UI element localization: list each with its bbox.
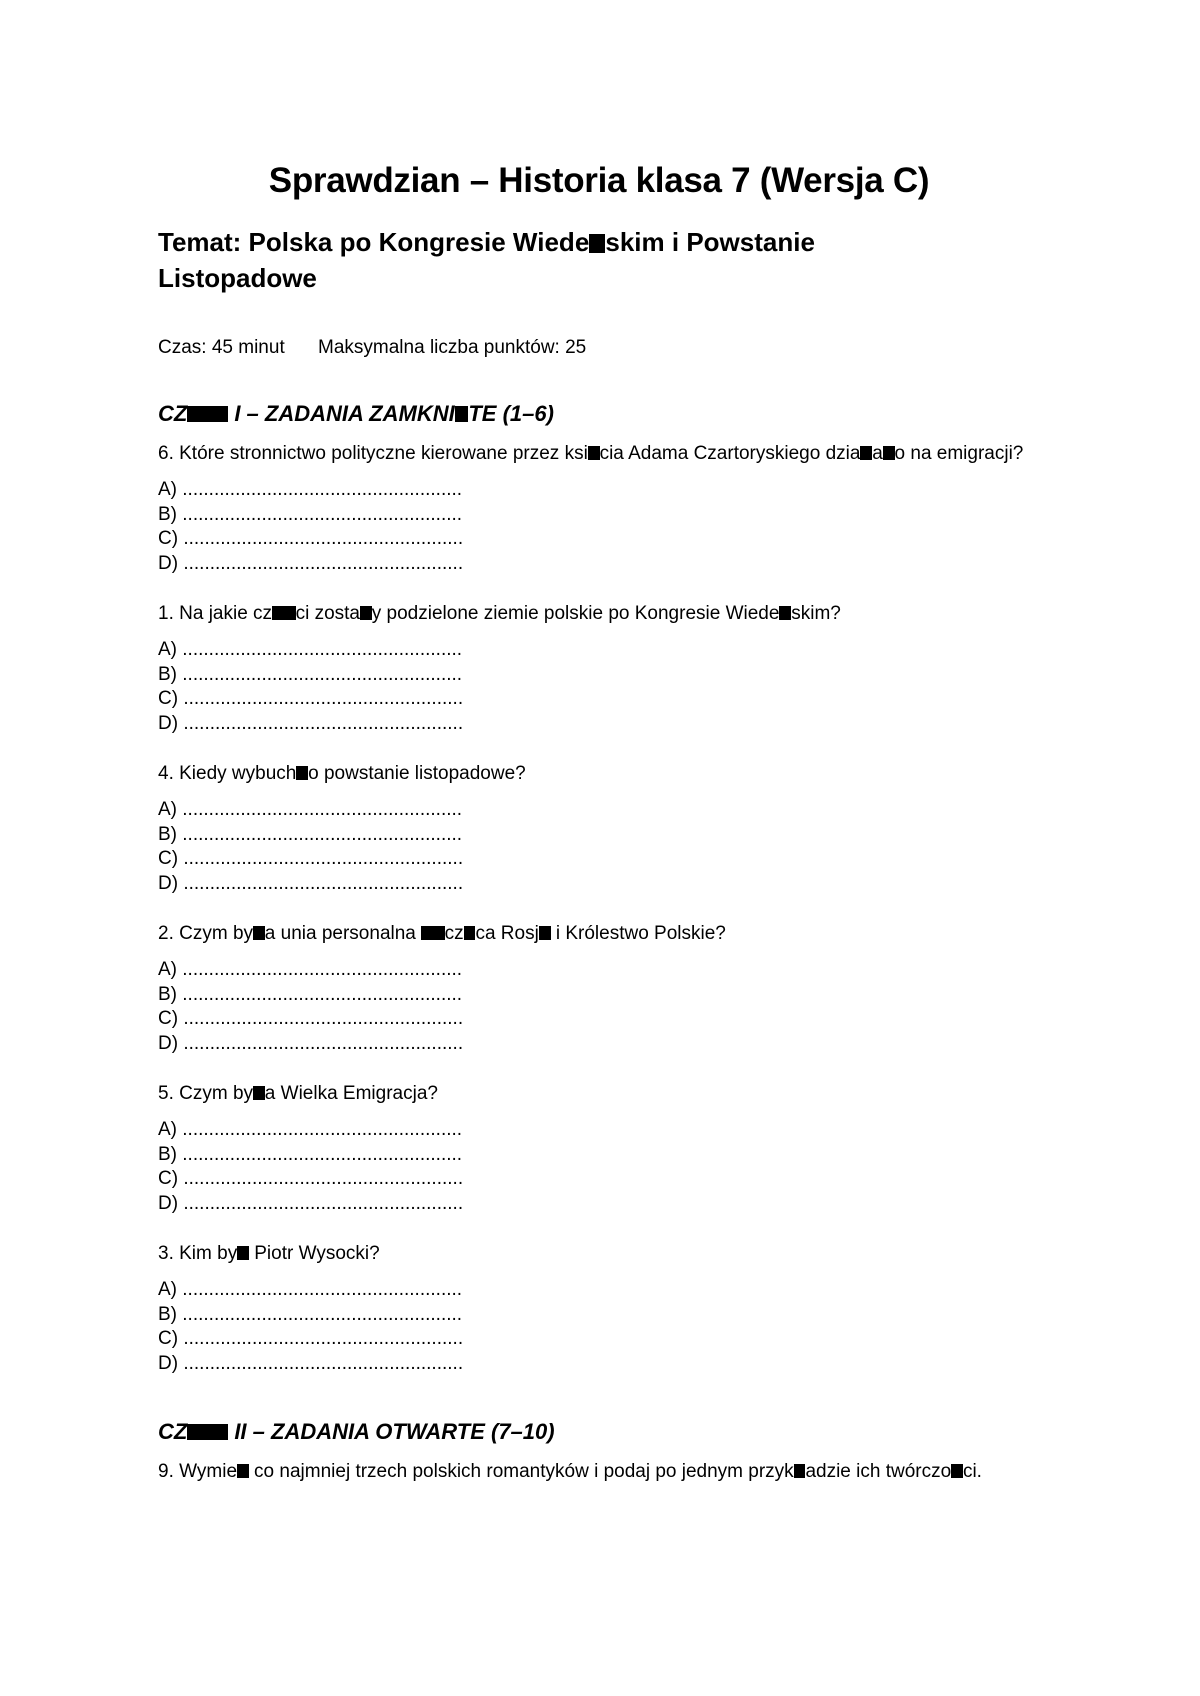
page-title: Sprawdzian – Historia klasa 7 (Wersja C) [268, 161, 930, 200]
answer-option-c: C) ..................................................... [158, 1168, 464, 1189]
max-points: Maksymalna liczba punktów: 25 [318, 337, 587, 358]
answer-option-d: D) ..................................................... [158, 1192, 464, 1214]
answer-option-c: C) ..................................................... [158, 528, 464, 549]
page-subtitle: Temat: Polska po Kongresie Wiede skim i Powstanie Listopadowe [158, 227, 815, 293]
question-text: 5. Czym by a Wielka Emigracja? [158, 1083, 438, 1104]
answer-option-d: D) ..................................................... [158, 552, 464, 574]
answer-option-d: D) ..................................................... [158, 1352, 464, 1374]
answer-option-c: C) ..................................................... [158, 1008, 464, 1029]
section-heading-open: CZ II – ZADANIA OTWARTE (7–10) [158, 1419, 555, 1444]
missing-glyph-box [779, 606, 791, 620]
answer-options [158, 1278, 1040, 1376]
answer-option-a: A) ..................................................... [158, 639, 463, 660]
missing-glyph-box [272, 606, 284, 620]
missing-glyph-box [187, 406, 201, 422]
answer-options [158, 798, 1040, 896]
time-limit: Czas: 45 minut [158, 337, 285, 358]
answer-option-b: B) ..................................................... [158, 983, 463, 1005]
missing-glyph-box [464, 926, 476, 940]
missing-glyph-box [187, 1424, 201, 1440]
answer-option-a: A) ..................................................... [158, 479, 463, 500]
question-6 [158, 442, 1040, 576]
missing-glyph-box [588, 446, 600, 460]
answer-option-b: B) ..................................................... [158, 1303, 463, 1325]
answer-option-c: C) ..................................................... [158, 1328, 464, 1349]
question-9: 9. Wymie co najmniej trzech polskich romantyków i podaj po jednym przyk adzie ich twórczo ci. [158, 1461, 982, 1482]
missing-glyph-box [589, 234, 605, 253]
answer-options [158, 1118, 1040, 1216]
missing-glyph-box [237, 1464, 249, 1478]
missing-glyph-box [539, 926, 551, 940]
answer-options [158, 958, 1040, 1056]
missing-glyph-box [253, 926, 265, 940]
missing-glyph-box [421, 926, 433, 940]
question-3 [158, 1242, 1040, 1376]
answer-option-b: B) ..................................................... [158, 503, 463, 525]
question-1 [158, 602, 1040, 736]
missing-glyph-box [883, 446, 895, 460]
missing-glyph-box [201, 406, 215, 422]
question-2 [158, 922, 1040, 1056]
missing-glyph-box [455, 406, 469, 422]
answer-option-b: B) ..................................................... [158, 823, 463, 845]
answer-option-b: B) ..................................................... [158, 663, 463, 685]
question-text: 3. Kim by Piotr Wysocki? [158, 1243, 380, 1264]
question-text: 2. Czym by a unia personalna cz ca Rosj i Królestwo Polskie? [158, 923, 726, 944]
answer-option-a: A) ..................................................... [158, 799, 463, 820]
missing-glyph-box [284, 606, 296, 620]
question-text: 4. Kiedy wybuch o powstanie listopadowe? [158, 763, 526, 784]
answer-option-d: D) ..................................................... [158, 712, 464, 734]
answer-option-c: C) ..................................................... [158, 688, 464, 709]
missing-glyph-box [215, 1424, 229, 1440]
question-text: 6. Które stronnictwo polityczne kierowane przez ksi cia Adama Czartoryskiego dzia a o na emigracji? [158, 443, 1024, 464]
answer-option-c: C) ..................................................... [158, 848, 464, 869]
answer-option-b: B) ..................................................... [158, 1143, 463, 1165]
missing-glyph-box [433, 926, 445, 940]
missing-glyph-box [215, 406, 229, 422]
missing-glyph-box [253, 1086, 265, 1100]
answer-option-d: D) ..................................................... [158, 1032, 464, 1054]
missing-glyph-box [201, 1424, 215, 1440]
answer-options [158, 638, 1040, 736]
section-heading-closed: CZ I – ZADANIA ZAMKNI TE (1–6) [158, 401, 554, 426]
missing-glyph-box [237, 1246, 249, 1260]
answer-option-a: A) ..................................................... [158, 959, 463, 980]
answer-option-a: A) ..................................................... [158, 1119, 463, 1140]
missing-glyph-box [794, 1464, 806, 1478]
answer-option-a: A) ..................................................... [158, 1279, 463, 1300]
missing-glyph-box [360, 606, 372, 620]
exam-meta [158, 336, 1040, 360]
missing-glyph-box [860, 446, 872, 460]
question-text: 1. Na jakie cz ci zosta y podzielone ziemie polskie po Kongresie Wiede skim? [158, 603, 841, 624]
answer-options [158, 478, 1040, 576]
missing-glyph-box [951, 1464, 963, 1478]
question-5 [158, 1082, 1040, 1216]
missing-glyph-box [296, 766, 308, 780]
question-4 [158, 762, 1040, 896]
answer-option-d: D) ..................................................... [158, 872, 464, 894]
